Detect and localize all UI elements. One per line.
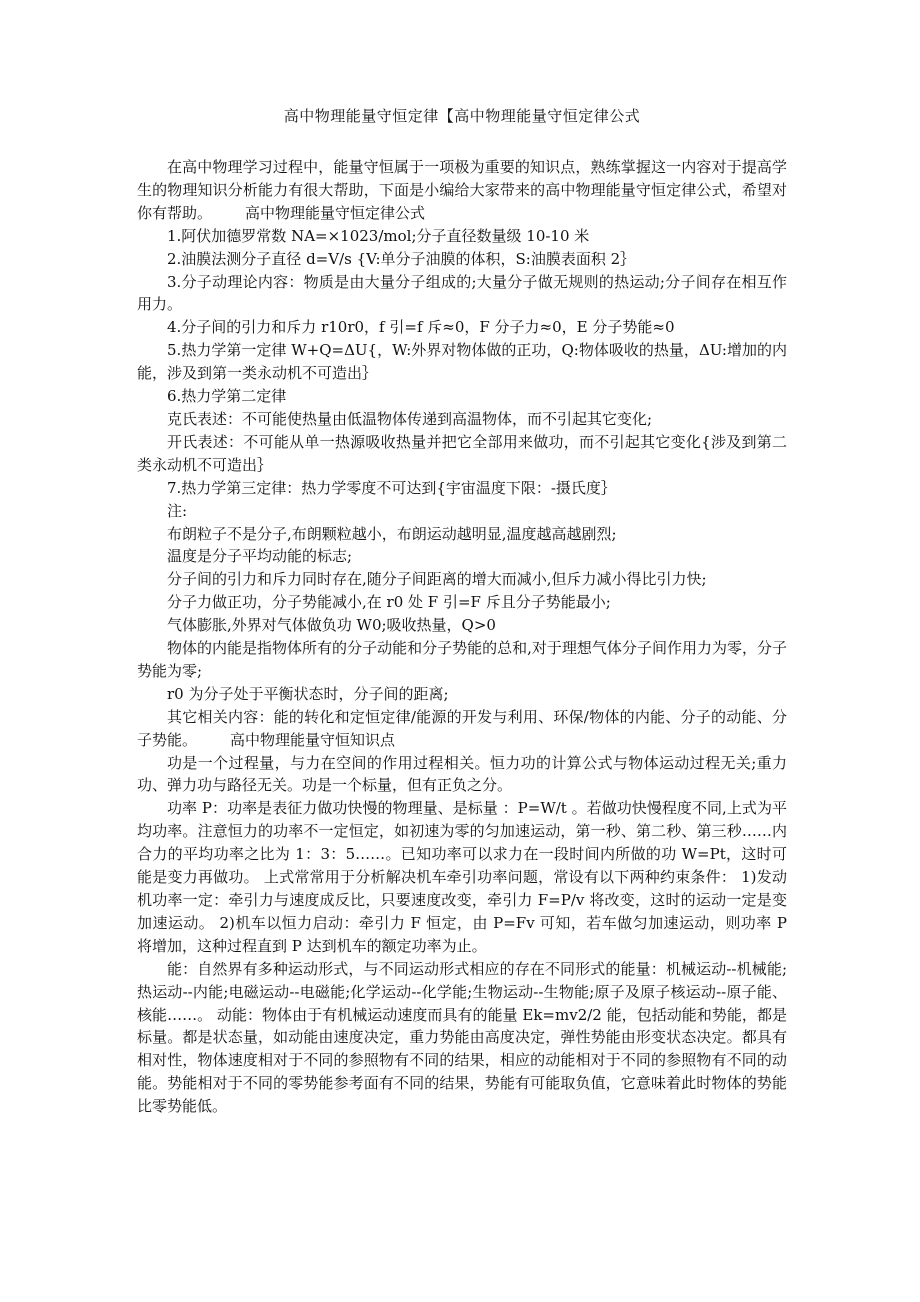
paragraph-work: 功是一个过程量，与力在空间的作用过程相关。恒力功的计算公式与物体运动过程无关;重力功、弹力功与路径无关。功是一个标量，但有正负之分。 <box>137 753 787 795</box>
paragraph-formula-1: 1.阿伏加德罗常数 NA=×1023/mol;分子直径数量级 10-10 米 <box>167 226 590 245</box>
paragraph-formula-5: 5.热力学第一定律 W+Q=ΔU{，W:外界对物体做的正功，Q:物体吸收的热量，ΔU:增加的内能，涉及到第一类永动机不可造出｝ <box>137 341 787 383</box>
paragraph-note-label: 注: <box>167 501 188 520</box>
paragraph-power: 功率 P：功率是表征力做功快慢的物理量、是标量 ：P=W/t 。若做功快慢程度不同,上式为平均功率。注意恒力的功率不一定恒定，如初速为零的匀加速运动，第一秒、第二秒、第三秒……内合力的平均功率之比为 1：3：5……。已知功率可以求力在一段时间内所做的功 W=Pt，这时可能是变力再做功。 上式常常用于分析解决机车牵引功率问题，常设有以下两种约束条件： 1)发动机功率一定：牵引力与速度成反比，只要速度改变，牵引力 F=P/v 将改变，这时的运动一定是变加速运动。 2)机车以恒力启动：牵引力 F 恒定，由 P=Fv 可知，若车做匀加速运动，则功率 P 将增加，这种过程直到 P 达到机车的额定功率为止。 <box>137 799 787 955</box>
paragraph-intro <box>137 156 787 225</box>
paragraph-formula-4: 4.分子间的引力和斥力 r10r0，f 引=f 斥≈0，F 分子力≈0，E 分子势能≈0 <box>167 318 675 337</box>
paragraph-formula-2: 2.油膜法测分子直径 d=V/s {V:单分子油膜的体积，S:油膜表面积 2｝ <box>167 249 636 268</box>
paragraph-formula-7: 7.热力学第三定律：热力学零度不可达到{宇宙温度下限：-摄氏度｝ <box>167 478 616 497</box>
document-page <box>137 104 787 1118</box>
paragraph-note-internal-energy: 物体的内能是指物体所有的分子动能和分子势能的总和,对于理想气体分子间作用力为零，分子势能为零; <box>137 639 787 680</box>
inline-heading-knowledge: 高中物理能量守恒知识点 <box>230 730 396 749</box>
paragraph-note-temperature: 温度是分子平均动能的标志; <box>167 547 353 566</box>
intro-text: 在高中物理学习过程中，能量守恒属于一项极为重要的知识点，熟练掌握这一内容对于提高学生的物理知识分析能力有很大帮助，下面是小编给大家带来的高中物理能量守恒定律公式，希望对你有帮助。 <box>137 158 787 222</box>
paragraph-note-r0: r0 为分子处于平衡状态时，分子间的距离; <box>167 684 449 703</box>
paragraph-energy: 能：自然界有多种运动形式，与不同运动形式相应的存在不同形式的能量：机械运动--机械能;热运动--内能;电磁运动--电磁能;化学运动--化学能;生物运动--生物能;原子及原子核运动--原子能、核能……。 动能：物体由于有机械运动速度而具有的能量 Ek=mv2/2 能，包括动能和势能，都是标量。都是状态量，如动能由速度决定，重力势能由高度决定，弹性势能由形变状态决定。都具有相对性，物体速度相对于不同的参照物有不同的结果，相应的动能相对于不同的参照物有不同的动能。势能相对于不同的零势能参考面有不同的结果，势能有可能取负值，它意味着此时物体的势能比零势能低。 <box>137 959 787 1116</box>
paragraph-note-brownian: 布朗粒子不是分子,布朗颗粒越小，布朗运动越明显,温度越高越剧烈; <box>167 524 617 543</box>
inline-heading-formulas: 高中物理能量守恒定律公式 <box>245 203 426 222</box>
related-text: 其它相关内容：能的转化和定恒定律/能源的开发与利用、环保/物体的内能、分子的动能、分子势能。 <box>137 707 787 749</box>
paragraph-formula-3: 3.分子动理论内容：物质是由大量分子组成的;大量分子做无规则的热运动;分子间存在相互作用力。 <box>137 272 787 314</box>
paragraph-note-forces: 分子间的引力和斥力同时存在,随分子间距离的增大而减小,但斥力减小得比引力快; <box>167 570 707 589</box>
paragraph-kelvin: 开氏表述：不可能从单一热源吸收热量并把它全部用来做功，而不引起其它变化{涉及到第二类永动机不可造出｝ <box>137 432 787 474</box>
paragraph-related <box>137 706 787 752</box>
paragraph-formula-6: 6.热力学第二定律 <box>167 387 287 406</box>
paragraph-clausius: 克氏表述：不可能使热量由低温物体传递到高温物体，而不引起其它变化; <box>167 409 653 428</box>
document-title: 高中物理能量守恒定律【高中物理能量守恒定律公式 <box>283 107 641 125</box>
paragraph-note-potential: 分子力做正功，分子势能减小,在 r0 处 F 引=F 斥且分子势能最小; <box>167 593 611 612</box>
paragraph-note-gas: 气体膨胀,外界对气体做负功 W0;吸收热量，Q>0 <box>167 616 496 635</box>
